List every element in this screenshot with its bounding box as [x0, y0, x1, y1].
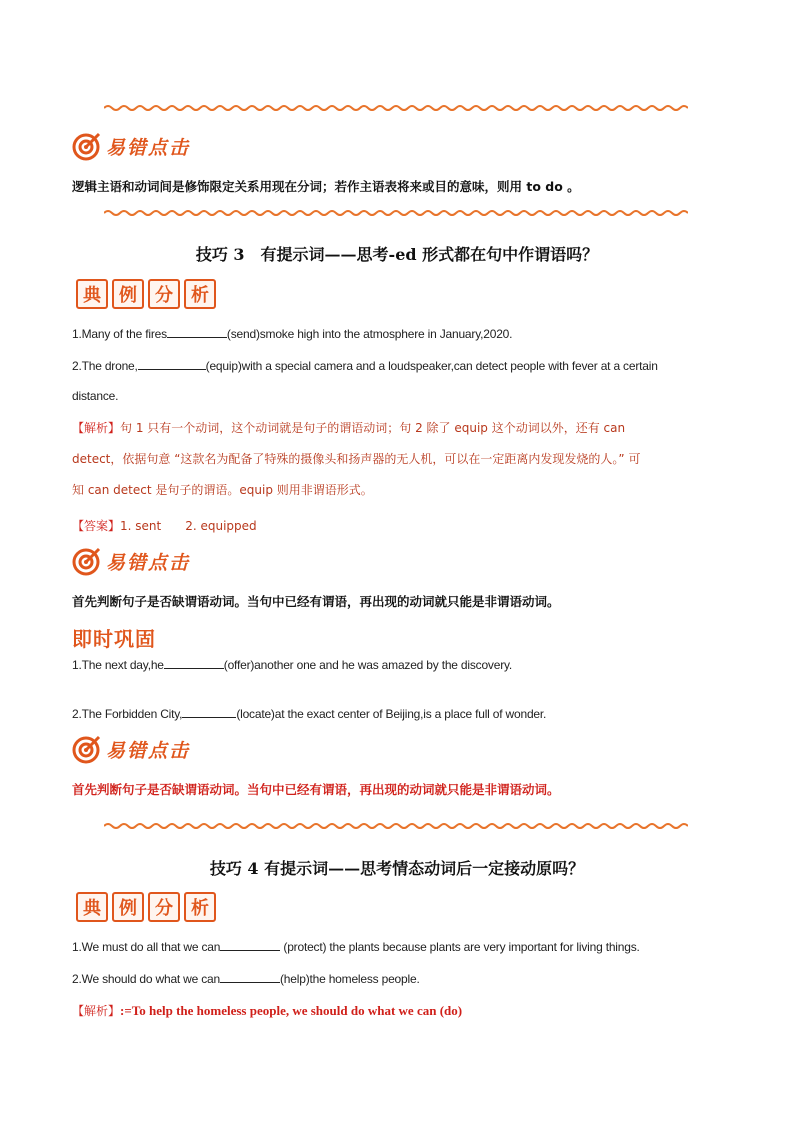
tip-text: 逻辑主语和动词间是修饰限定关系用现在分词；若作主语表将来或目的意味，则用 to do 。	[72, 179, 580, 194]
tip-badge-label: 易错点击	[106, 136, 191, 159]
target-icon	[72, 734, 102, 764]
badge-char: 例	[112, 892, 144, 922]
question-1: 1.We must do all that we can (protect) the plants because plants are very important for living things.	[72, 940, 640, 954]
answer-blank[interactable]	[164, 657, 224, 669]
badge-char: 例	[112, 279, 144, 309]
practice-badge: 即时巩固	[72, 627, 156, 651]
answer-blank[interactable]	[182, 706, 236, 718]
analysis: 【解析】句 1 只有一个动词，这个动词就是句子的谓语动词；句 2 除了 equip 这个动词以外，还有 can detect，依据句意 “这款名为配备了特殊的摄像头和扬声器的无人机，可以在一定距离内发现发烧的人。” 可 知 can detect 是句子的谓语。equip 则用非谓语形式。	[72, 421, 641, 497]
badge-char: 析	[184, 892, 216, 922]
practice-1: 1.The next day,he (offer)another one and he was amazed by the discovery.	[72, 658, 513, 672]
tip-badge-label: 易错点击	[106, 739, 191, 762]
tip-text: 首先判断句子是否缺谓语动词。当句中已经有谓语，再出现的动词就只能是非谓语动词。	[72, 782, 560, 797]
section-heading: 技巧 4 有提示词——思考情态动词后一定接动原吗？	[209, 859, 585, 878]
example-analysis-badge	[76, 279, 216, 309]
wave-divider	[104, 822, 688, 830]
answer-blank[interactable]	[167, 326, 227, 338]
badge-char: 分	[148, 892, 180, 922]
answer-blank[interactable]	[138, 358, 206, 370]
question-2: 2.The drone, (equip)with a special camera and a loudspeaker,can detect people with fever at a certain	[72, 359, 658, 373]
question-2-cont: distance.	[72, 389, 119, 403]
badge-char: 析	[184, 279, 216, 309]
question-2: 2.We should do what we can (help)the homeless people.	[72, 972, 420, 986]
practice-2: 2.The Forbidden City, (locate)at the exact center of Beijing,is a place full of wonder.	[72, 707, 547, 721]
tip-text: 首先判断句子是否缺谓语动词。当句中已经有谓语，再出现的动词就只能是非谓语动词。	[72, 594, 560, 609]
tip-badge-label: 易错点击	[106, 551, 191, 574]
badge-char: 典	[76, 279, 108, 309]
tip-badge	[72, 733, 190, 765]
badge-char: 分	[148, 279, 180, 309]
wave-divider	[104, 209, 688, 217]
target-icon	[72, 131, 102, 161]
analysis: 【解析】:=To help the homeless people, we should do what we can (do)	[72, 1003, 463, 1018]
tip-badge	[72, 130, 190, 162]
tip-badge	[72, 545, 190, 577]
wave-divider	[104, 104, 688, 112]
answer-blank[interactable]	[220, 971, 280, 983]
badge-char: 典	[76, 892, 108, 922]
example-analysis-badge	[76, 892, 216, 922]
target-icon	[72, 546, 102, 576]
answer-blank[interactable]	[220, 939, 280, 951]
answer: 【答案】1. sent 2. equipped	[72, 519, 257, 533]
question-1: 1.Many of the fires (send)smoke high into the atmosphere in January,2020.	[72, 327, 513, 341]
section-heading: 技巧 3 有提示词——思考-ed 形式都在句中作谓语吗？	[195, 245, 599, 264]
